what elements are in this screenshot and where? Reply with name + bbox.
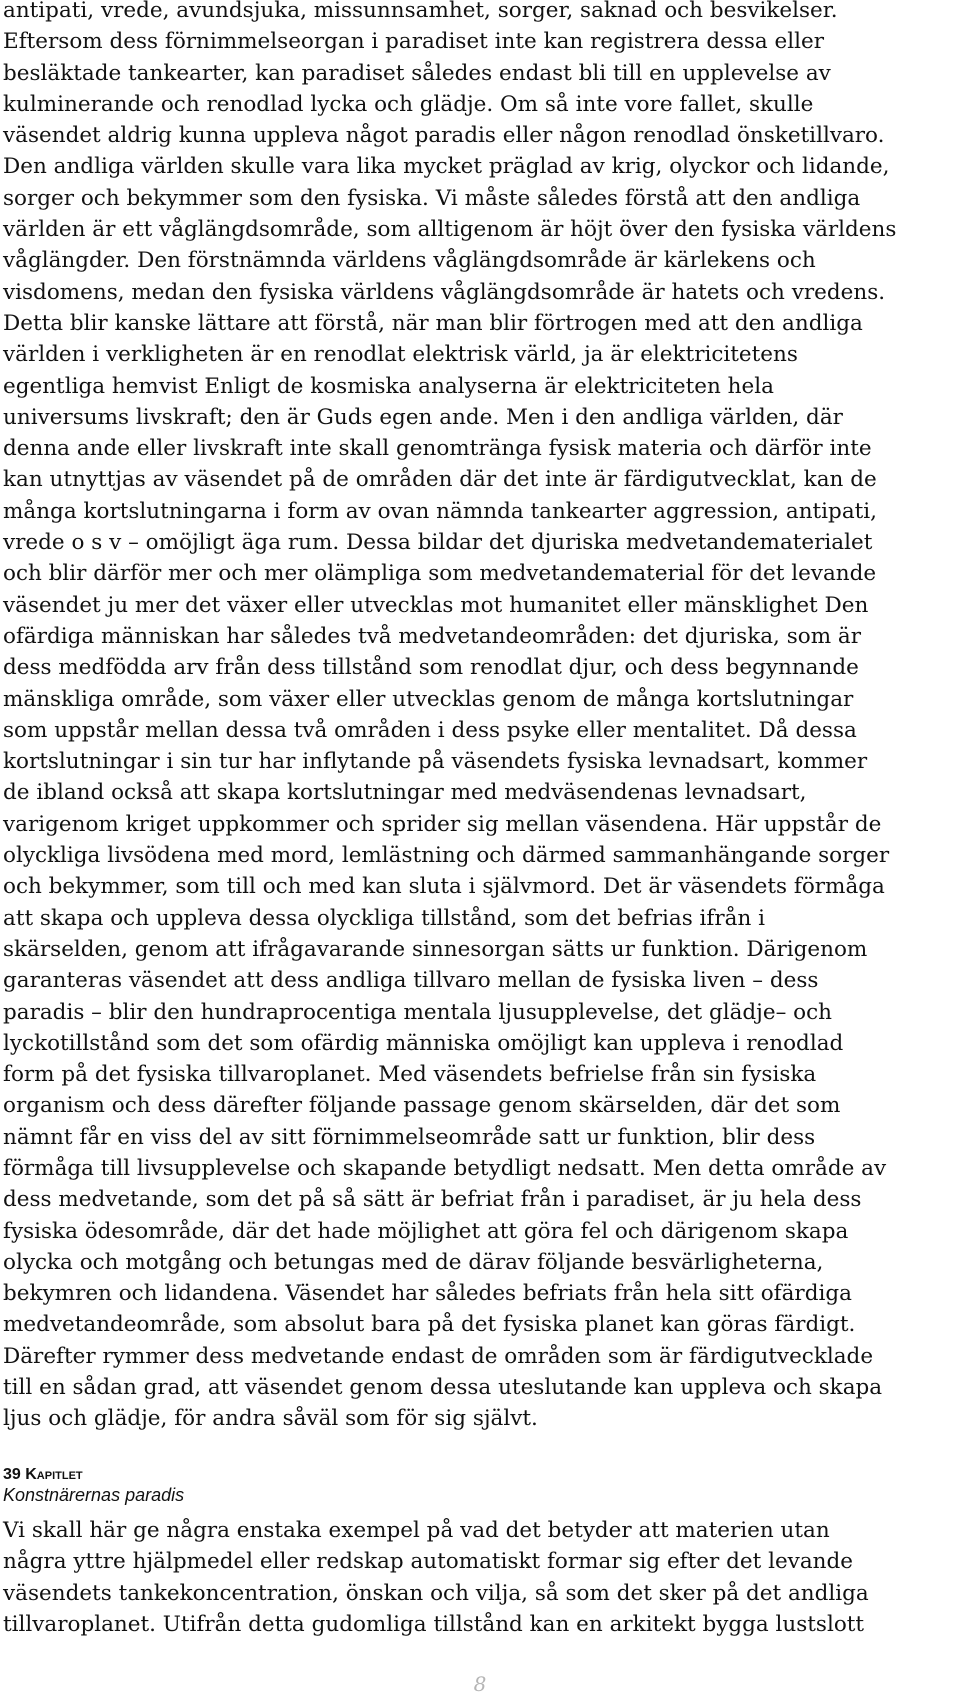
chapter-label: Kapitlet <box>25 1466 83 1483</box>
text-line: att skapa och uppleva dessa olyckliga tillstånd, som det befrias ifrån i <box>3 905 766 931</box>
text-line: Detta blir kanske lättare att förstå, när man blir förtrogen med att den andliga <box>3 310 863 336</box>
text-line: denna ande eller livskraft inte skall genomtränga fysisk materia och därför inte <box>3 436 872 462</box>
text-line: sorger och bekymmer som den fysiska. Vi måste således förstå att den andliga <box>3 185 861 211</box>
text-line: världen i verkligheten är en renodlat elektrisk värld, ja är elektricitetens <box>3 342 798 368</box>
text-line: fysiska ödesområde, där det hade möjlighet att göra fel och därigenom skapa <box>3 1218 849 1244</box>
text-line: förmåga till livsupplevelse och skapande betydligt nedsatt. Men detta område av <box>3 1155 887 1181</box>
text-line: tillvaroplanet. Utifrån detta gudomliga tillstånd kan en arkitekt bygga lustslott <box>3 1611 865 1637</box>
text-line: mänskliga område, som växer eller utvecklas genom de många kortslutningar <box>3 686 854 712</box>
text-line: form på det fysiska tillvaroplanet. Med väsendets befrielse från sin fysiska <box>3 1062 817 1088</box>
text-line: dess medvetande, som det på så sätt är befriat från i paradiset, är ju hela dess <box>3 1187 862 1213</box>
text-line: kulminerande och renodlad lycka och glädje. Om så inte vore fallet, skulle <box>3 91 814 117</box>
text-line: dess medfödda arv från dess tillstånd som renodlat djur, och dess begynnande <box>3 655 859 681</box>
text-line: Vi skall här ge några enstaka exempel på vad det betyder att materien utan <box>3 1518 830 1543</box>
chapter-number: 39 <box>3 1466 21 1483</box>
text-line: våglängder. Den förstnämnda världens våglängdsområde är kärlekens och <box>3 248 816 274</box>
text-line: paradis – blir den hundraprocentiga mentala ljusupplevelse, det glädje– och <box>3 999 832 1025</box>
text-line: Eftersom dess förnimmelseorgan i paradiset inte kan registrera dessa eller <box>3 29 825 55</box>
text-line: egentliga hemvist Enligt de kosmiska analyserna är elektriciteten hela <box>3 373 774 399</box>
body-paragraph-2 <box>3 1515 959 1640</box>
text-line: skärselden, genom att ifrågavarande sinnesorgan sätts ur funktion. Därigenom <box>3 936 868 962</box>
text-line: kortslutningar i sin tur har inflytande på väsendets fysiska levnadsart, kommer <box>3 749 868 775</box>
text-line: många kortslutningarna i form av ovan nämnda tankearter aggression, antipati, <box>3 498 877 524</box>
text-line: universums livskraft; den är Guds egen ande. Men i den andliga världen, där <box>3 404 843 430</box>
text-line: besläktade tankearter, kan paradiset således endast bli till en upplevelse av <box>3 60 831 86</box>
text-line: väsendet ju mer det växer eller utvecklas mot humanitet eller mänsklighet Den <box>3 592 869 618</box>
text-line: antipati, vrede, avundsjuka, missunnsamhet, sorger, saknad och besvikelser. <box>3 0 838 23</box>
text-line: olyckliga livsödena med mord, lemlästning och därmed sammanhängande sorger <box>3 843 890 869</box>
chapter-heading <box>3 1466 184 1506</box>
text-line: väsendets tankekoncentration, önskan och vilja, så som det sker på det andliga <box>3 1580 869 1606</box>
text-line: till en sådan grad, att väsendet genom dessa uteslutande kan uppleva och skapa <box>3 1375 883 1401</box>
text-line: varigenom kriget uppkommer och sprider sig mellan väsendena. Här uppstår de <box>3 811 882 837</box>
text-line: bekymren och lidandena. Väsendet har således befriats från hela sitt ofärdiga <box>3 1281 852 1307</box>
text-line: väsendet aldrig kunna uppleva något paradis eller någon renodlad önsketillvaro. <box>3 123 885 149</box>
text-line: några yttre hjälpmedel eller redskap automatiskt formar sig efter det levande <box>3 1549 853 1575</box>
text-line: de ibland också att skapa kortslutningar med medväsendenas levnadsart, <box>3 780 807 806</box>
text-line: medvetandeområde, som absolut bara på det fysiska planet kan göras färdigt. <box>3 1312 856 1338</box>
text-line: nämnt får en viss del av sitt förnimmelseområde satt ur funktion, blir dess <box>3 1124 816 1150</box>
text-line: och blir därför mer och mer olämpliga som medvetandematerial för det levande <box>3 561 877 587</box>
text-line: världen är ett våglängdsområde, som alltigenom är höjt över den fysiska världens <box>3 217 897 243</box>
text-line: olycka och motgång och betungas med de därav följande besvärligheterna, <box>3 1249 824 1275</box>
text-line: som uppstår mellan dessa två områden i dess psyke eller mentalitet. Då dessa <box>3 717 857 743</box>
body-paragraph-1 <box>3 0 959 1435</box>
text-line: organism och dess därefter följande passage genom skärselden, där det som <box>3 1093 841 1119</box>
text-line: Därefter rymmer dess medvetande endast de områden som är färdigutvecklade <box>3 1343 874 1369</box>
text-line: vrede o s v – omöjligt äga rum. Dessa bildar det djuriska medvetandematerialet <box>3 530 873 556</box>
text-line: lyckotillstånd som det som ofärdig människa omöjligt kan uppleva i renodlad <box>3 1030 844 1056</box>
text-line: kan utnyttjas av väsendet på de områden där det inte är färdigutvecklat, kan de <box>3 467 877 493</box>
page-number: 8 <box>473 1672 487 1696</box>
chapter-title: Konstnärernas paradis <box>3 1485 185 1505</box>
text-line: och bekymmer, som till och med kan sluta i självmord. Det är väsendets förmåga <box>3 874 885 900</box>
text-line: ljus och glädje, för andra såväl som för sig självt. <box>3 1406 538 1432</box>
text-line: ofärdiga människan har således två medvetandeområden: det djuriska, som är <box>3 623 862 649</box>
text-line: Den andliga världen skulle vara lika mycket präglad av krig, olyckor och lidande, <box>3 154 890 180</box>
text-line: garanteras väsendet att dess andliga tillvaro mellan de fysiska liven – dess <box>3 968 819 994</box>
text-line: visdomens, medan den fysiska världens våglängdsområde är hatets och vredens. <box>3 279 886 305</box>
